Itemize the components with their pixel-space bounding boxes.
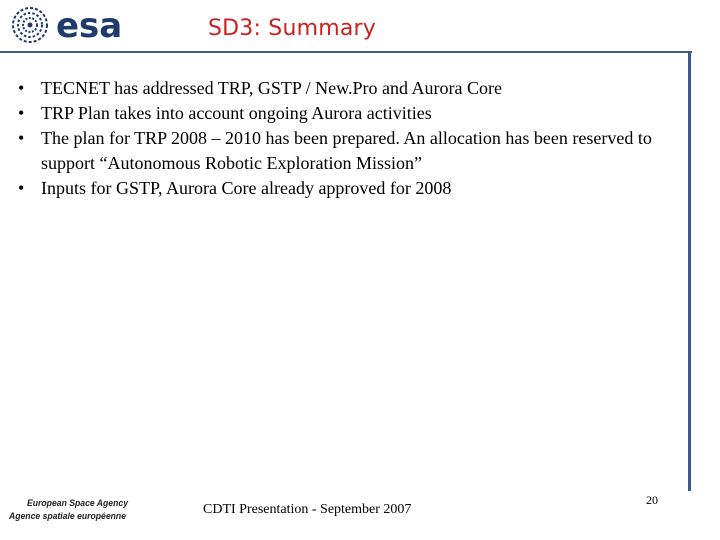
slide-title: SD3: Summary [208, 16, 377, 41]
bullet-text: TECNET has addressed TRP, GSTP / New.Pro and Aurora Core [41, 78, 502, 98]
bullet-item [18, 126, 668, 176]
page-number: 20 [646, 493, 658, 507]
esa-swirl-icon [13, 8, 47, 42]
bullet-dot: • [18, 103, 25, 123]
bullet-dot: • [18, 178, 25, 198]
bullet-item [18, 76, 668, 101]
agency-name-en: European Space Agency [27, 498, 129, 509]
bullet-dot: • [18, 128, 25, 148]
bullet-text: The plan for TRP 2008 – 2010 has been prepared. An allocation has been reserved to support “Autonomous Robotic Exploration Mission” [41, 128, 652, 173]
esa-logo [8, 4, 136, 46]
esa-wordmark: esa [56, 6, 123, 46]
header-rule [0, 51, 692, 53]
bullet-text: TRP Plan takes into account ongoing Aurora activities [41, 103, 432, 123]
bullet-item [18, 176, 668, 201]
side-rule [688, 51, 691, 491]
footer-presentation: CDTI Presentation - September 2007 [203, 502, 412, 517]
bullet-dot: • [18, 78, 25, 98]
bullet-list [18, 76, 668, 201]
agency-name-fr: Agence spatiale européenne [8, 511, 127, 522]
bullet-item [18, 101, 668, 126]
bullet-text: Inputs for GSTP, Aurora Core already approved for 2008 [41, 178, 452, 198]
agency-name-logo [8, 496, 130, 526]
